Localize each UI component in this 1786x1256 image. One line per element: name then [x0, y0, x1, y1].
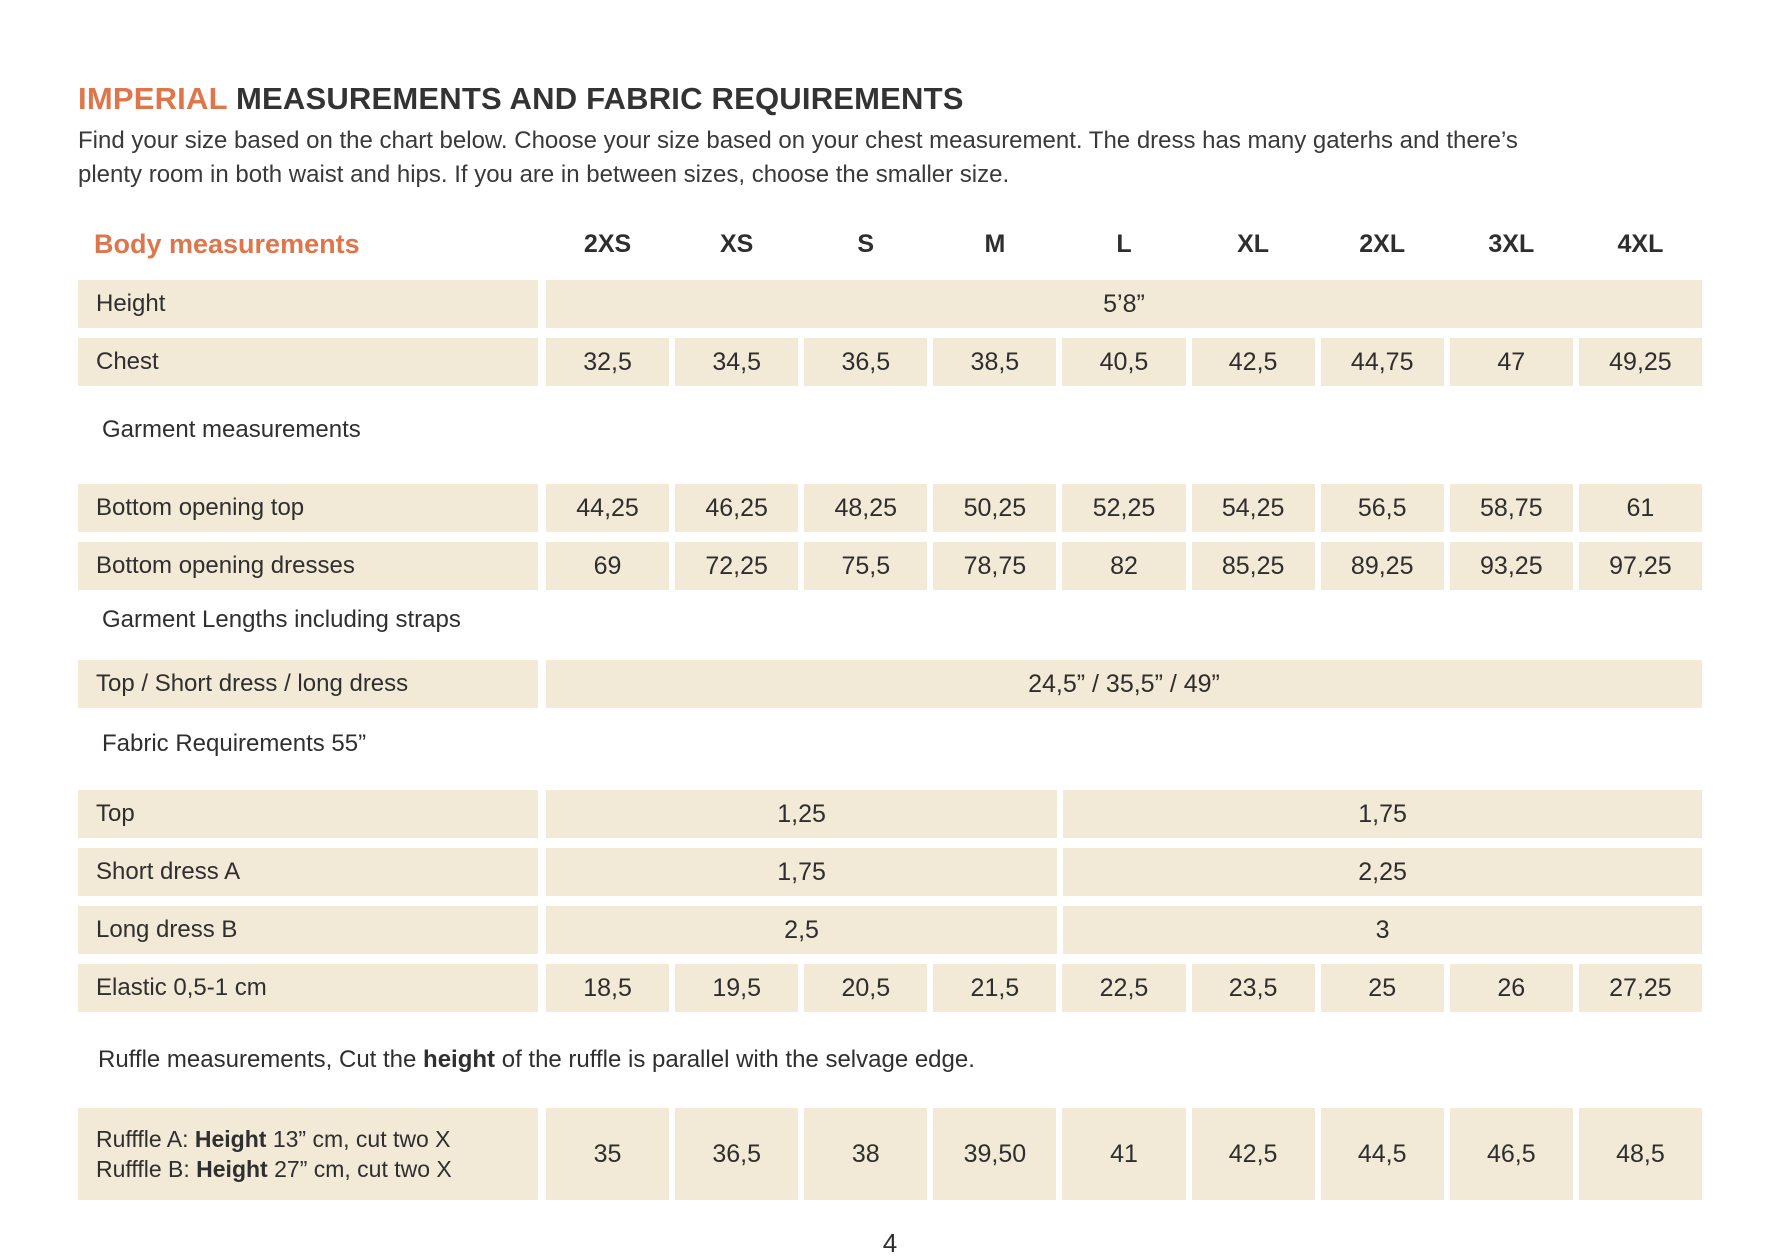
table-row-fabric-top — [78, 790, 1702, 838]
size-header-3xl: 3XL — [1488, 229, 1535, 258]
bot-value-m: 50,25 — [933, 484, 1056, 532]
bod-value-xl: 85,25 — [1192, 542, 1315, 590]
bod-value-m: 78,75 — [933, 542, 1056, 590]
ruffle-value-l: 41 — [1062, 1108, 1185, 1200]
elastic-value-m: 21,5 — [933, 964, 1056, 1012]
lengths-merged-value: 24,5” / 35,5” / 49” — [546, 660, 1702, 708]
intro-line-2: plenty room in both waist and hips. If you are in between sizes, choose the smaller size. — [78, 161, 1010, 188]
bod-value-4xl: 97,25 — [1579, 542, 1702, 590]
row-label-height: Height — [78, 280, 538, 328]
bot-value-3xl: 58,75 — [1450, 484, 1573, 532]
ruffle-value-m: 39,50 — [933, 1108, 1056, 1200]
bot-value-l: 52,25 — [1062, 484, 1185, 532]
fabric-short-large-sizes-value: 2,25 — [1063, 848, 1702, 896]
elastic-value-3xl: 26 — [1450, 964, 1573, 1012]
elastic-value-xl: 23,5 — [1192, 964, 1315, 1012]
fabric-top-large-sizes-value: 1,75 — [1063, 790, 1702, 838]
table-row-fabric-short-dress — [78, 848, 1702, 896]
chest-value-xs: 34,5 — [675, 338, 798, 386]
ruffle-note — [78, 1012, 1702, 1108]
ruffle-value-s: 38 — [804, 1108, 927, 1200]
row-label-garment-lengths: Top / Short dress / long dress — [78, 660, 538, 708]
size-header-2xs: 2XS — [583, 229, 632, 258]
ruffle-value-xs: 36,5 — [675, 1108, 798, 1200]
page-number: 4 — [882, 1228, 898, 1256]
ruffle-value-2xs: 35 — [546, 1108, 669, 1200]
section-garment-lengths: Garment Lengths including straps — [102, 606, 461, 633]
elastic-value-xs: 19,5 — [675, 964, 798, 1012]
bot-value-xl: 54,25 — [1192, 484, 1315, 532]
row-label-ruffle — [78, 1108, 538, 1200]
size-header-xs: XS — [719, 229, 754, 258]
bod-value-2xl: 89,25 — [1321, 542, 1444, 590]
bod-value-s: 75,5 — [804, 542, 927, 590]
table-row-ruffle — [78, 1108, 1702, 1200]
ruffle-note-text: Ruffle measurements, Cut the height of the ruffle is parallel with the selvage edge. — [98, 1046, 975, 1073]
ruffle-value-xl: 42,5 — [1192, 1108, 1315, 1200]
chest-value-2xs: 32,5 — [546, 338, 669, 386]
bod-value-xs: 72,25 — [675, 542, 798, 590]
elastic-value-l: 22,5 — [1062, 964, 1185, 1012]
ruffle-value-4xl: 48,5 — [1579, 1108, 1702, 1200]
bot-value-xs: 46,25 — [675, 484, 798, 532]
intro-line-1: Find your size based on the chart below. Choose your size based on your chest measurement. The dress has many gaterhs and there’s — [78, 127, 1518, 154]
table-row-height — [78, 280, 1702, 328]
chest-value-2xl: 44,75 — [1321, 338, 1444, 386]
bot-value-4xl: 61 — [1579, 484, 1702, 532]
chest-value-4xl: 49,25 — [1579, 338, 1702, 386]
bod-value-l: 82 — [1062, 542, 1185, 590]
title-highlight: IMPERIAL — [78, 81, 228, 116]
ruffle-label-line-a: Rufffle A: Height 13” cm, cut two X — [96, 1126, 451, 1152]
table-row-bottom-opening-dresses — [78, 542, 1702, 590]
fabric-long-large-sizes-value: 3 — [1063, 906, 1702, 954]
elastic-value-2xl: 25 — [1321, 964, 1444, 1012]
chest-value-m: 38,5 — [933, 338, 1056, 386]
table-header-label: Body measurements — [94, 228, 360, 259]
row-label-fabric-long-dress: Long dress B — [78, 906, 538, 954]
bod-value-2xs: 69 — [546, 542, 669, 590]
size-header-xl: XL — [1237, 229, 1270, 258]
row-label-bottom-opening-dresses: Bottom opening dresses — [78, 542, 538, 590]
table-row-fabric-long-dress — [78, 906, 1702, 954]
table-row-garment-lengths — [78, 660, 1702, 708]
row-label-chest: Chest — [78, 338, 538, 386]
bot-value-2xs: 44,25 — [546, 484, 669, 532]
chest-value-s: 36,5 — [804, 338, 927, 386]
fabric-top-small-sizes-value: 1,25 — [546, 790, 1057, 838]
ruffle-value-3xl: 46,5 — [1450, 1108, 1573, 1200]
table-header-row — [78, 218, 1702, 270]
size-header-cells — [546, 218, 1702, 270]
row-label-elastic: Elastic 0,5-1 cm — [78, 964, 538, 1012]
size-header-4xl: 4XL — [1617, 229, 1664, 258]
row-label-fabric-top: Top — [78, 790, 538, 838]
title-rest: MEASUREMENTS AND FABRIC REQUIREMENTS — [227, 81, 964, 116]
ruffle-value-2xl: 44,5 — [1321, 1108, 1444, 1200]
chest-value-l: 40,5 — [1062, 338, 1185, 386]
bod-value-3xl: 93,25 — [1450, 542, 1573, 590]
section-fabric-requirements: Fabric Requirements 55” — [102, 730, 367, 757]
size-chart-table — [78, 218, 1702, 1200]
row-label-fabric-short-dress: Short dress A — [78, 848, 538, 896]
section-garment-measurements: Garment measurements — [102, 416, 361, 443]
bot-value-s: 48,25 — [804, 484, 927, 532]
fabric-short-small-sizes-value: 1,75 — [546, 848, 1057, 896]
size-header-2xl: 2XL — [1359, 229, 1406, 258]
size-header-l: L — [1116, 229, 1132, 258]
fabric-long-small-sizes-value: 2,5 — [546, 906, 1057, 954]
size-header-s: S — [857, 229, 875, 258]
table-row-elastic — [78, 964, 1702, 1012]
height-merged-value: 5’8” — [546, 280, 1702, 328]
ruffle-label-line-b: Rufffle B: Height 27” cm, cut two X — [96, 1156, 452, 1182]
chest-value-3xl: 47 — [1450, 338, 1573, 386]
elastic-value-s: 20,5 — [804, 964, 927, 1012]
elastic-value-4xl: 27,25 — [1579, 964, 1702, 1012]
chest-value-xl: 42,5 — [1192, 338, 1315, 386]
elastic-value-2xs: 18,5 — [546, 964, 669, 1012]
row-label-bottom-opening-top: Bottom opening top — [78, 484, 538, 532]
intro-paragraph — [78, 124, 1702, 192]
bot-value-2xl: 56,5 — [1321, 484, 1444, 532]
size-header-m: M — [984, 229, 1006, 258]
table-row-bottom-opening-top — [78, 484, 1702, 532]
table-row-chest — [78, 338, 1702, 386]
page-title — [78, 80, 1702, 118]
